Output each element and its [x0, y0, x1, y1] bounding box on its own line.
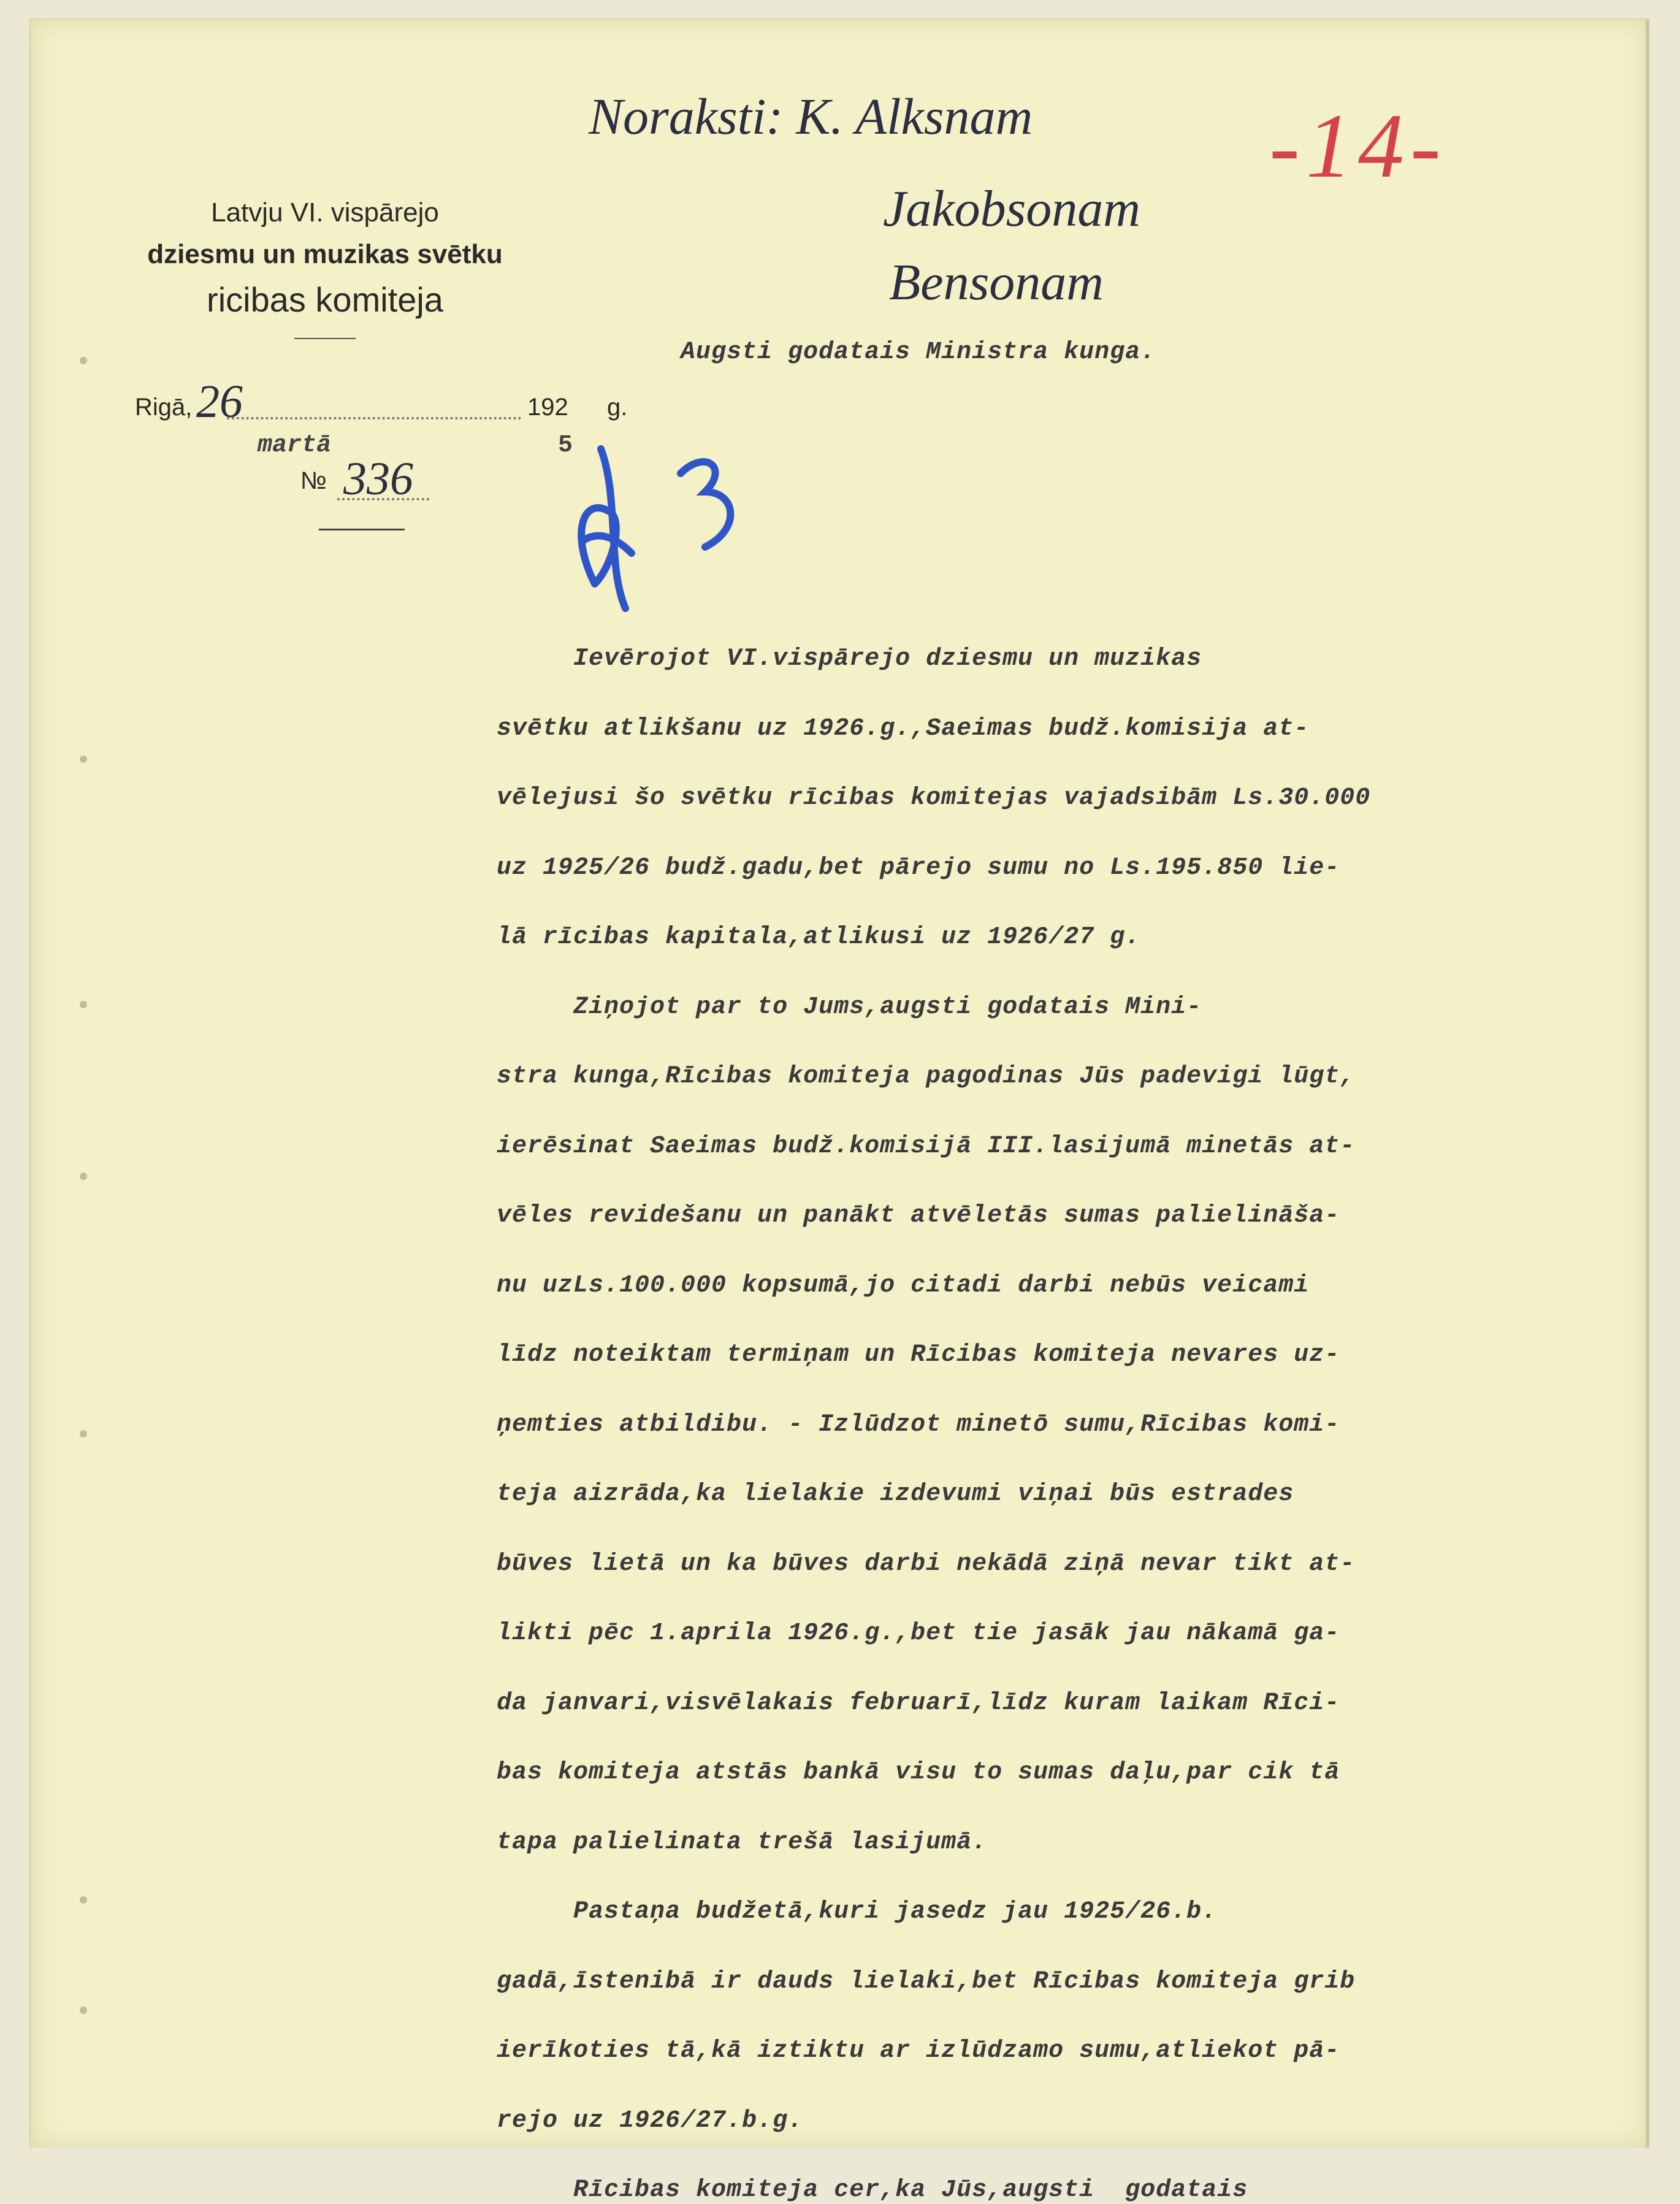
body-line: tapa palielinata trešā lasijumā.	[497, 1828, 988, 1856]
punch-hole	[80, 1896, 87, 1904]
body-line: stra kunga,Rīcibas komiteja pagodinas Jūs padevigi lūgt,	[497, 1063, 1356, 1090]
letterhead-line2: dziesmu un muzikas svētku	[147, 239, 503, 269]
body-line: likti pēc 1.aprila 1926.g.,bet tie jasāk jau nākamā ga-	[497, 1620, 1340, 1647]
body-line: uz 1925/26 budž.gadu,bet pārejo sumu no Ls.195.850 lie-	[497, 854, 1340, 882]
document-number: 336	[343, 453, 413, 505]
ornament-divider	[319, 529, 405, 530]
punch-hole	[80, 1430, 87, 1437]
body-line: Ievērojot VI.vispārejo dziesmu un muzikas	[497, 645, 1202, 673]
body-line: rejo uz 1926/27.b.g.	[497, 2106, 804, 2135]
body-line: Ziņojot par to Jums,augsti godatais Mini-	[497, 993, 1202, 1021]
date-month: martā	[258, 432, 332, 459]
blue-pencil-mark	[558, 424, 766, 621]
body-line: bas komiteja atstās bankā visu to sumas daļu,par cik tā	[497, 1759, 1340, 1786]
date-day: 26	[196, 376, 243, 427]
body-line: ierīkoties tā,kā iztiktu ar izlūdzamo sumu,atliekot pā-	[497, 2037, 1340, 2065]
letterhead-line3: ricibas komiteja	[207, 280, 443, 319]
body-line: Pastaņa budžetā,kuri jasedz jau 1925/26.b.	[497, 1898, 1218, 1926]
date-dotted-line	[227, 417, 521, 419]
body-line: vēles revidešanu un panākt atvēletās sumas palielināša-	[497, 1202, 1340, 1230]
salutation: Augsti godatais Ministra kunga.	[681, 339, 1156, 366]
punch-hole	[80, 357, 87, 364]
letterhead-divider	[294, 338, 356, 339]
body-line: teja aizrāda,ka lielakie izdevumi viņai būs estrades	[497, 1480, 1294, 1508]
body-line: vēlejusi šo svētku rīcibas komitejas vajadsibām Ls.30.000	[497, 784, 1371, 812]
red-page-number: -14-	[1269, 95, 1447, 197]
punch-hole	[80, 1173, 87, 1180]
body-line: svētku atlikšanu uz 1926.g.,Saeimas budž.komisija at-	[497, 714, 1310, 743]
body-line: līdz noteiktam termiņam un Rīcibas komiteja nevares uz-	[497, 1341, 1340, 1369]
year-digit: 5	[558, 432, 573, 459]
body-line: būves lietā un ka būves darbi nekādā ziņā nevar tikt at-	[497, 1550, 1356, 1578]
handwritten-note-line3: Bensonam	[889, 254, 1104, 311]
year-suffix: g.	[607, 394, 628, 421]
body-line: ņemties atbildibu. - Izlūdzot minetō sumu,Rīcibas komi-	[497, 1410, 1340, 1439]
punch-hole	[80, 2007, 87, 2014]
body-line: lā rīcibas kapitala,atlikusi uz 1926/27 g.	[497, 924, 1141, 951]
letterhead	[129, 197, 521, 339]
number-prefix: №	[300, 467, 327, 494]
body-line: Rīcibas komiteja cer,ka Jūs,augsti godatais	[497, 2176, 1248, 2204]
body-line: nu uzLs.100.000 kopsumā,jo citadi darbi nebūs veicami	[497, 1271, 1310, 1299]
page-edge	[1646, 20, 1649, 2148]
body-line: da janvari,visvēlakais februarī,līdz kuram laikam Rīci-	[497, 1689, 1340, 1717]
number-dotted-line	[337, 498, 429, 500]
letterhead-line1: Latvju VI. vispārejo	[211, 197, 439, 228]
handwritten-note-line1: Noraksti: K. Alksnam	[589, 88, 1033, 145]
year-prefix: 192	[527, 394, 568, 421]
punch-hole	[80, 756, 87, 763]
date-block	[135, 376, 628, 505]
document-page	[29, 18, 1649, 2204]
punch-hole	[80, 1001, 87, 1008]
blue-mark-stroke	[581, 449, 730, 608]
city-prefix: Rigā,	[135, 394, 193, 421]
body-line: gadā,īstenibā ir dauds lielaki,bet Rīcibas komiteja grib	[497, 1967, 1356, 1995]
handwritten-note-line2: Jakobsonam	[883, 180, 1140, 237]
body-line: ierēsinat Saeimas budž.komisijā III.lasijumā minetās at-	[497, 1132, 1356, 1160]
